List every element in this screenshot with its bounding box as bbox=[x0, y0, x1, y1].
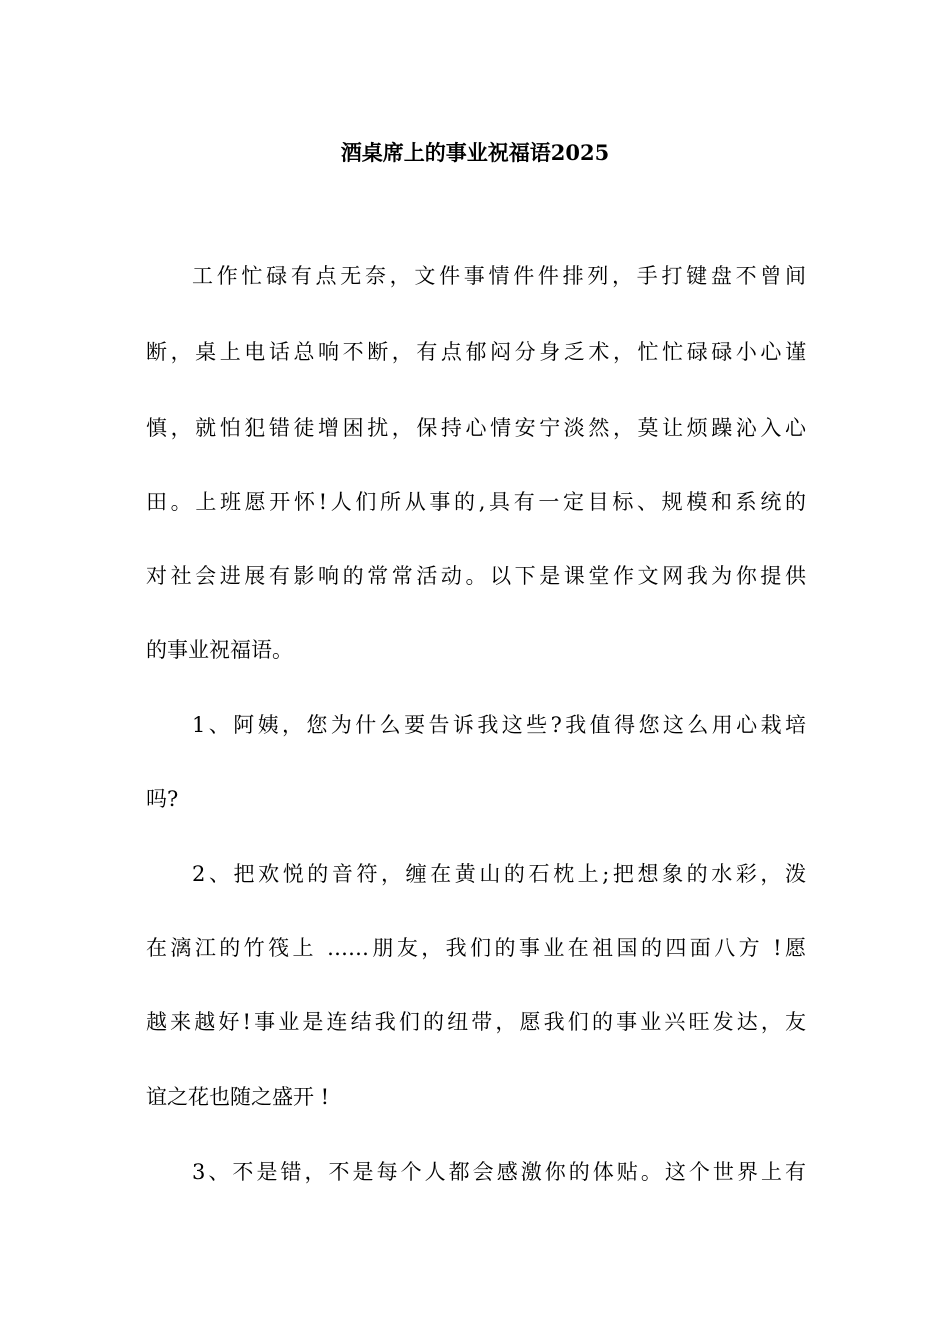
paragraph-line: 对社会进展有影响的常常活动。以下是课堂作文网我为你提供 bbox=[146, 564, 806, 588]
paragraph-line: 越来越好!事业是连结我们的纽带，愿我们的事业兴旺发达，友 bbox=[146, 1010, 806, 1034]
paragraph-line: 慎，就怕犯错徒增困扰，保持心情安宁淡然，莫让烦躁沁入心 bbox=[146, 416, 806, 440]
document-title: 酒桌席上的事业祝福语2025 bbox=[340, 140, 610, 165]
paragraph-line: 的事业祝福语。 bbox=[146, 638, 293, 662]
paragraph-line: 田。上班愿开怀!人们所从事的,具有一定目标、规模和系统的 bbox=[146, 490, 806, 514]
paragraph-line: 工作忙碌有点无奈，文件事情件件排列，手打键盘不曾间 bbox=[192, 264, 806, 288]
paragraph-line: 3、不是错，不是每个人都会感激你的体贴。这个世界上有 bbox=[192, 1160, 806, 1184]
paragraph-line: 断，桌上电话总响不断，有点郁闷分身乏术，忙忙碌碌小心谨 bbox=[146, 340, 806, 364]
paragraph-line: 吗? bbox=[146, 787, 179, 811]
paragraph-line: 在漓江的竹筏上 ……朋友，我们的事业在祖国的四面八方 !愿 bbox=[146, 936, 806, 960]
paragraph-line: 1、阿姨，您为什么要告诉我这些?我值得您这么用心栽培 bbox=[192, 713, 806, 737]
paragraph-line: 谊之花也随之盛开 ! bbox=[146, 1085, 330, 1109]
paragraph-line: 2、把欢悦的音符，缠在黄山的石枕上;把想象的水彩，泼 bbox=[192, 862, 806, 886]
